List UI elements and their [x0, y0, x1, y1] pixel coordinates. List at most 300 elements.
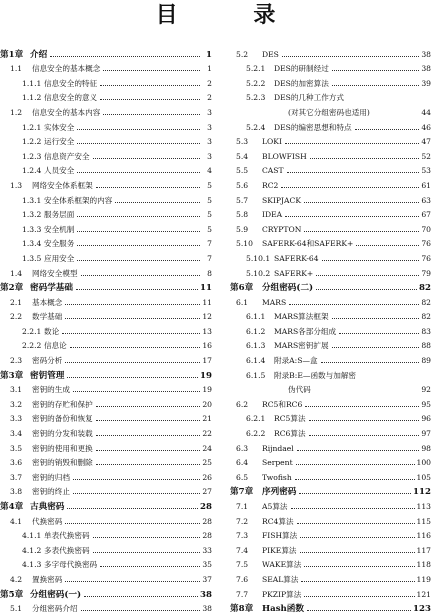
- toc-entry-page: 13: [202, 327, 212, 337]
- toc-entry: [0, 395, 212, 410]
- toc-chapter-entry: [0, 497, 212, 512]
- toc-entry: [230, 191, 431, 206]
- toc-leader-dots: [332, 318, 419, 319]
- toc-entry-title: 密钥的存贮和保护: [32, 400, 93, 410]
- toc-entry: [230, 424, 431, 439]
- toc-entry-number: 第4章: [0, 502, 30, 512]
- toc-entry-title: Serpent: [262, 458, 293, 468]
- toc-entry: [230, 133, 431, 148]
- toc-leader-dots: [356, 245, 419, 246]
- toc-entry: [230, 570, 431, 585]
- toc-leader-dots: [77, 129, 200, 130]
- toc-leader-dots: [285, 143, 419, 144]
- toc-leader-dots: [332, 347, 419, 348]
- toc-leader-dots: [96, 420, 200, 421]
- toc-entry-title: 介绍: [30, 50, 47, 60]
- toc-entry-page: 1: [202, 50, 212, 60]
- toc-leader-dots: [309, 435, 419, 436]
- toc-entry-title: SAFERK-64和SAFERK+: [262, 239, 353, 249]
- toc-entry-number: 5.1: [10, 604, 32, 614]
- toc-entry-title: 密码学基础: [30, 283, 73, 293]
- toc-leader-dots: [300, 552, 415, 553]
- toc-leader-dots: [287, 172, 419, 173]
- toc-entry: [230, 220, 431, 235]
- toc-entry-page: 38: [421, 64, 431, 74]
- toc-entry-number: 第3章: [0, 371, 30, 381]
- toc-entry-number: 1.2.4: [22, 166, 44, 176]
- toc-entry-number: 6.5: [236, 473, 262, 483]
- toc-entry-title: 网络安全模型: [32, 269, 78, 279]
- toc-entry: [0, 89, 212, 104]
- toc-leader-dots: [77, 216, 200, 217]
- toc-entry: [230, 454, 431, 469]
- toc-entry-page: 67: [421, 210, 431, 220]
- toc-entry-title: 密钥的归档: [32, 473, 70, 483]
- toc-leader-dots: [73, 479, 200, 480]
- toc-leader-dots: [96, 435, 200, 436]
- toc-entry-title: 安全机制: [44, 225, 74, 235]
- toc-entry-title: 信息安全的特征: [44, 79, 97, 89]
- toc-leader-dots: [295, 479, 415, 480]
- toc-entry-number: 3.3: [10, 414, 32, 424]
- toc-entry: [230, 176, 431, 191]
- toc-leader-dots: [96, 450, 200, 451]
- toc-entry-page: 26: [202, 473, 212, 483]
- toc-entry: [230, 322, 431, 337]
- toc-entry-number: 1.2.1: [22, 123, 44, 133]
- toc-entry-title: 信息安全的意义: [44, 93, 97, 103]
- toc-entry-title: 单表代换密码: [44, 531, 90, 541]
- toc-entry-page: 25: [202, 458, 212, 468]
- toc-leader-dots: [65, 362, 200, 363]
- toc-entry-number: 第5章: [0, 590, 30, 600]
- toc-entry-number: 3.8: [10, 487, 32, 497]
- toc-entry-page: 5: [202, 210, 212, 220]
- toc-entry: [0, 381, 212, 396]
- toc-entry-title: MARS各部分组成: [274, 327, 336, 337]
- toc-entry-page: 76: [421, 239, 431, 249]
- toc-entry-page: 46: [421, 123, 431, 133]
- toc-entry-page: 5: [202, 181, 212, 191]
- toc-entry-page: 63: [421, 196, 431, 206]
- toc-entry-page: 82: [419, 283, 431, 293]
- toc-entry: [230, 351, 431, 366]
- toc-entry-number: 2.2.2: [22, 341, 44, 351]
- toc-entry-title: 密码分析: [32, 356, 62, 366]
- toc-entry-number: 5.2.1: [246, 64, 274, 74]
- toc-entry-page: 11: [200, 283, 212, 293]
- toc-leader-dots: [296, 464, 415, 465]
- toc-entry-title: 伪代码: [288, 385, 311, 395]
- toc-entry: [0, 147, 212, 162]
- toc-entry-title: 信息论: [44, 341, 67, 351]
- toc-entry-number: 3.4: [10, 429, 32, 439]
- toc-leader-dots: [304, 202, 419, 203]
- toc-leader-dots: [93, 158, 200, 159]
- toc-entry: [230, 147, 431, 162]
- toc-entry-title: 多表代换密码: [44, 546, 90, 556]
- toc-entry-number: 3.5: [10, 444, 32, 454]
- toc-entry: [230, 118, 431, 133]
- toc-entry: [230, 410, 431, 425]
- toc-entry-title: 网络安全体系框架: [32, 181, 93, 191]
- toc-entry-title: 运行安全: [44, 137, 74, 147]
- toc-entry-page: 44: [421, 108, 431, 118]
- toc-entry-number: 5.6: [236, 181, 262, 191]
- toc-entry: [230, 585, 431, 600]
- toc-entry: [0, 103, 212, 118]
- toc-entry-title: BLOWFISH: [262, 152, 307, 162]
- toc-entry-title: 密钥的分发和装载: [32, 429, 93, 439]
- toc-entry-title: 代换密码: [32, 517, 62, 527]
- toc-chapter-entry: [0, 585, 212, 600]
- toc-entry-number: 第6章: [230, 283, 262, 293]
- toc-leader-dots: [332, 70, 419, 71]
- toc-entry-title: SEAL算法: [262, 575, 298, 585]
- toc-entry-title: PKZIP算法: [262, 590, 301, 600]
- toc-entry: [0, 322, 212, 337]
- toc-entry-number: 7.5: [236, 560, 262, 570]
- toc-entry-page: 95: [421, 400, 431, 410]
- toc-entry: [0, 600, 212, 614]
- toc-entry-number: 5.10.2: [246, 269, 274, 279]
- toc-entry: [0, 556, 212, 571]
- toc-entry-page: 112: [413, 487, 431, 497]
- toc-entry-title: 安全服务: [44, 239, 74, 249]
- toc-entry-title: RC4算法: [262, 517, 294, 527]
- toc-entry-page: 4: [202, 166, 212, 176]
- toc-entry: [0, 118, 212, 133]
- toc-entry: [0, 206, 212, 221]
- toc-entry: [230, 337, 431, 352]
- toc-entry-page: 82: [421, 312, 431, 322]
- toc-leader-dots: [305, 406, 419, 407]
- toc-entry: [0, 235, 212, 250]
- toc-entry: [230, 556, 431, 571]
- toc-entry-title: 密钥的生成: [32, 385, 70, 395]
- toc-entry-number: 4.1.2: [22, 546, 44, 556]
- toc-entry-title: DES的编密思想和特点: [274, 123, 352, 133]
- toc-leader-dots: [100, 85, 200, 86]
- toc-entry-page: 113: [417, 502, 431, 512]
- toc-leader-dots: [300, 537, 414, 538]
- toc-leader-dots: [77, 172, 200, 173]
- toc-entry-page: 27: [202, 487, 212, 497]
- toc-entry-number: 4.2: [10, 575, 32, 585]
- toc-entry-number: 4.1: [10, 517, 32, 527]
- toc-entry-number: 4.1.1: [22, 531, 44, 541]
- toc-entry-number: 6.2: [236, 400, 262, 410]
- toc-entry-page: 98: [421, 444, 431, 454]
- toc-entry-number: 6.3: [236, 444, 262, 454]
- toc-leader-dots: [339, 333, 419, 334]
- toc-entry: [230, 74, 431, 89]
- toc-entry-page: 35: [202, 560, 212, 570]
- toc-leader-dots: [100, 99, 200, 100]
- toc-entry-page: 61: [421, 181, 431, 191]
- toc-entry: [230, 395, 431, 410]
- toc-entry-number: 1.1: [10, 64, 32, 74]
- toc-leader-dots: [297, 523, 415, 524]
- toc-entry-title: Twofish: [262, 473, 292, 483]
- toc-leader-dots: [70, 347, 200, 348]
- toc-entry: [0, 293, 212, 308]
- toc-entry-number: 5.3: [236, 137, 262, 147]
- toc-entry-page: 22: [202, 429, 212, 439]
- toc-entry-page: 118: [417, 560, 431, 570]
- toc-entry-title: 信息资产安全: [44, 152, 90, 162]
- toc-entry-title: CRYPTON: [262, 225, 301, 235]
- toc-chapter-entry: [230, 483, 431, 498]
- toc-entry-page: 76: [421, 254, 431, 264]
- toc-entry-page: 20: [202, 400, 212, 410]
- toc-leader-dots: [103, 70, 200, 71]
- toc-entry-number: 7.6: [236, 575, 262, 585]
- toc-entry-number: 5.10: [236, 239, 262, 249]
- toc-leader-dots: [96, 406, 200, 407]
- toc-entry: [0, 74, 212, 89]
- toc-entry-number: 1.1.2: [22, 93, 44, 103]
- toc-entry-title: (对其它分组密码也适用): [288, 108, 370, 118]
- toc-leader-dots: [304, 566, 414, 567]
- toc-entry-page: 37: [202, 575, 212, 585]
- toc-entry-title: 应用安全: [44, 254, 74, 264]
- toc-entry-number: 7.4: [236, 546, 262, 556]
- toc-leader-dots: [77, 260, 200, 261]
- toc-entry-number: 2.3: [10, 356, 32, 366]
- toc-entry: [0, 541, 212, 556]
- toc-entry-page: 79: [421, 269, 431, 279]
- toc-entry-number: 5.2: [236, 50, 262, 60]
- toc-entry-page: 2: [202, 93, 212, 103]
- toc-entry-title: RC5算法: [274, 414, 306, 424]
- toc-entry-page: 33: [202, 546, 212, 556]
- toc-leader-dots: [77, 143, 200, 144]
- toc-entry-title: 信息安全的基本概念: [32, 64, 100, 74]
- toc-entry-number: 1.3.3: [22, 225, 44, 235]
- toc-entry-title: 分组密码介绍: [32, 604, 78, 614]
- toc-entry-page: 7: [202, 254, 212, 264]
- toc-leader-dots: [65, 523, 200, 524]
- toc-entry: [230, 103, 431, 118]
- toc-entry-number: 5.2.2: [246, 79, 274, 89]
- toc-entry: [0, 483, 212, 498]
- toc-entry-page: 28: [202, 517, 212, 527]
- toc-entry-page: 28: [202, 531, 212, 541]
- toc-entry-page: 82: [421, 298, 431, 308]
- toc-leader-dots: [301, 581, 414, 582]
- toc-entry: [230, 45, 431, 60]
- toc-entry: [230, 60, 431, 75]
- toc-entry-number: 5.5: [236, 166, 262, 176]
- toc-left-column: [0, 45, 212, 614]
- toc-entry-number: 6.1: [236, 298, 262, 308]
- toc-entry: [230, 497, 431, 512]
- toc-entry-title: 序列密码: [262, 487, 296, 497]
- toc-entry: [0, 220, 212, 235]
- toc-entry-number: 5.2.3: [246, 93, 274, 103]
- toc-entry-title: MARS算法框架: [274, 312, 329, 322]
- toc-chapter-entry: [0, 366, 212, 381]
- toc-entry-page: 117: [417, 546, 431, 556]
- toc-entry-page: 92: [421, 385, 431, 395]
- toc-leader-dots: [310, 158, 419, 159]
- toc-entry-number: 6.1.2: [246, 327, 274, 337]
- toc-entry-number: 1.3.4: [22, 239, 44, 249]
- toc-entry-page: 21: [202, 414, 212, 424]
- toc-entry-page: 88: [421, 341, 431, 351]
- toc-entry-number: 6.1.1: [246, 312, 274, 322]
- toc-entry-number: 6.2.1: [246, 414, 274, 424]
- toc-entry-title: SAFERK-64: [274, 254, 319, 264]
- toc-entry-number: 6.4: [236, 458, 262, 468]
- toc-entry-title: 附录A:S—盒: [274, 356, 318, 366]
- toc-entry-page: 11: [202, 298, 212, 308]
- toc-entry: [230, 162, 431, 177]
- toc-entry-number: 第7章: [230, 487, 262, 497]
- toc-entry-number: 第2章: [0, 283, 30, 293]
- toc-entry-page: 97: [421, 429, 431, 439]
- toc-entry: [0, 264, 212, 279]
- toc-entry-page: 17: [202, 356, 212, 366]
- toc-leader-dots: [316, 289, 417, 290]
- toc-entry-page: 1: [202, 64, 212, 74]
- toc-entry-title: 分组密码(一): [30, 590, 81, 600]
- toc-entry-number: 6.1.3: [246, 341, 274, 351]
- toc-entry-page: 38: [202, 604, 212, 614]
- toc-entry-number: 7.2: [236, 517, 262, 527]
- toc-entry: [230, 541, 431, 556]
- toc-entry: [0, 410, 212, 425]
- toc-entry: [230, 293, 431, 308]
- toc-entry-title: 基本概念: [32, 298, 62, 308]
- toc-entry: [230, 527, 431, 542]
- toc-entry-title: 古典密码: [30, 502, 64, 512]
- toc-entry-page: 100: [417, 458, 431, 468]
- toc-entry-title: MARS: [262, 298, 286, 308]
- toc-entry-title: LOKI: [262, 137, 282, 147]
- toc-entry-number: 2.1: [10, 298, 32, 308]
- toc-entry-title: SAFERK+: [274, 269, 313, 279]
- toc-leader-dots: [332, 85, 419, 86]
- toc-leader-dots: [322, 260, 419, 261]
- toc-entry-page: 3: [202, 123, 212, 133]
- toc-entry-page: 96: [421, 414, 431, 424]
- toc-leader-dots: [65, 581, 200, 582]
- toc-leader-dots: [73, 493, 200, 494]
- toc-entry: [0, 468, 212, 483]
- toc-entry: [230, 89, 431, 104]
- toc-entry-title: 密钥的终止: [32, 487, 70, 497]
- toc-entry-title: 数学基础: [32, 312, 62, 322]
- toc-leader-dots: [84, 596, 198, 597]
- toc-entry-page: 121: [417, 590, 431, 600]
- toc-entry-page: 3: [202, 137, 212, 147]
- toc-entry-number: 6.2.2: [246, 429, 274, 439]
- toc-entry-number: 4.1.3: [22, 560, 44, 570]
- toc-entry-number: 1.2.3: [22, 152, 44, 162]
- toc-entry-page: 53: [421, 166, 431, 176]
- toc-entry-page: 19: [200, 371, 212, 381]
- toc-entry-page: 89: [421, 356, 431, 366]
- toc-entry-title: DES: [262, 50, 279, 60]
- toc-entry-title: 多字母代换密码: [44, 560, 97, 570]
- toc-leader-dots: [93, 552, 200, 553]
- toc-entry-title: WAKE算法: [262, 560, 301, 570]
- toc-entry: [0, 424, 212, 439]
- toc-entry-page: 28: [200, 502, 212, 512]
- toc-entry-page: 123: [413, 604, 431, 614]
- toc-entry: [0, 308, 212, 323]
- toc-leader-dots: [67, 377, 198, 378]
- toc-entry-page: 16: [202, 341, 212, 351]
- toc-entry-title: 数论: [44, 327, 59, 337]
- toc-entry-number: 5.2.4: [246, 123, 274, 133]
- toc-entry-page: 12: [202, 312, 212, 322]
- toc-leader-dots: [285, 216, 419, 217]
- toc-entry-page: 24: [202, 444, 212, 454]
- toc-entry: [0, 60, 212, 75]
- toc-entry: [0, 570, 212, 585]
- toc-leader-dots: [77, 231, 200, 232]
- toc-entry: [0, 527, 212, 542]
- toc-entry-number: 6.1.5: [246, 371, 274, 381]
- toc-entry-title: RC5和RC6: [262, 400, 302, 410]
- toc-entry-number: 5.10.1: [246, 254, 274, 264]
- toc-entry-title: RC6算法: [274, 429, 306, 439]
- toc-leader-dots: [81, 275, 200, 276]
- toc-entry-title: Hash函数: [262, 604, 304, 614]
- toc-entry-title: DES的研制经过: [274, 64, 329, 74]
- toc-entry-number: 5.9: [236, 225, 262, 235]
- toc-entry-title: 分组密码(二): [262, 283, 313, 293]
- toc-leader-dots: [100, 566, 200, 567]
- toc-entry-title: 附录B:E—函数与加解密: [274, 371, 356, 381]
- toc-leader-dots: [67, 508, 198, 509]
- toc-entry-page: 38: [200, 590, 212, 600]
- toc-entry-page: 3: [202, 152, 212, 162]
- toc-leader-dots: [304, 231, 419, 232]
- toc-entry-page: 70: [421, 225, 431, 235]
- toc-entry-page: 7: [202, 239, 212, 249]
- toc-entry-title: MARS密钥扩展: [274, 341, 329, 351]
- toc-entry-title: RC2: [262, 181, 278, 191]
- toc-leader-dots: [321, 362, 419, 363]
- toc-entry: [0, 191, 212, 206]
- toc-entry-number: 1.3.1: [22, 196, 44, 206]
- toc-right-column: [230, 45, 431, 614]
- toc-entry-title: DES的几种工作方式: [274, 93, 344, 103]
- toc-leader-dots: [96, 464, 200, 465]
- toc-entry-number: 1.3.2: [22, 210, 44, 220]
- toc-entry-number: 7.7: [236, 590, 262, 600]
- toc-leader-dots: [304, 596, 414, 597]
- toc-leader-dots: [103, 114, 200, 115]
- toc-entry-page: 39: [421, 79, 431, 89]
- toc-entry-title: A5算法: [262, 502, 288, 512]
- toc-entry-title: 信息安全的基本内容: [32, 108, 100, 118]
- toc-leader-dots: [281, 187, 419, 188]
- toc-entry-title: CAST: [262, 166, 284, 176]
- toc-entry: [230, 249, 431, 264]
- toc-entry-number: 5.4: [236, 152, 262, 162]
- toc-entry: [230, 439, 431, 454]
- toc-entry-number: 1.1.1: [22, 79, 44, 89]
- toc-entry-number: 5.8: [236, 210, 262, 220]
- toc-entry-page: 52: [421, 152, 431, 162]
- toc-entry-title: 密钥的备份和恢复: [32, 414, 93, 424]
- toc-entry-number: 1.4: [10, 269, 32, 279]
